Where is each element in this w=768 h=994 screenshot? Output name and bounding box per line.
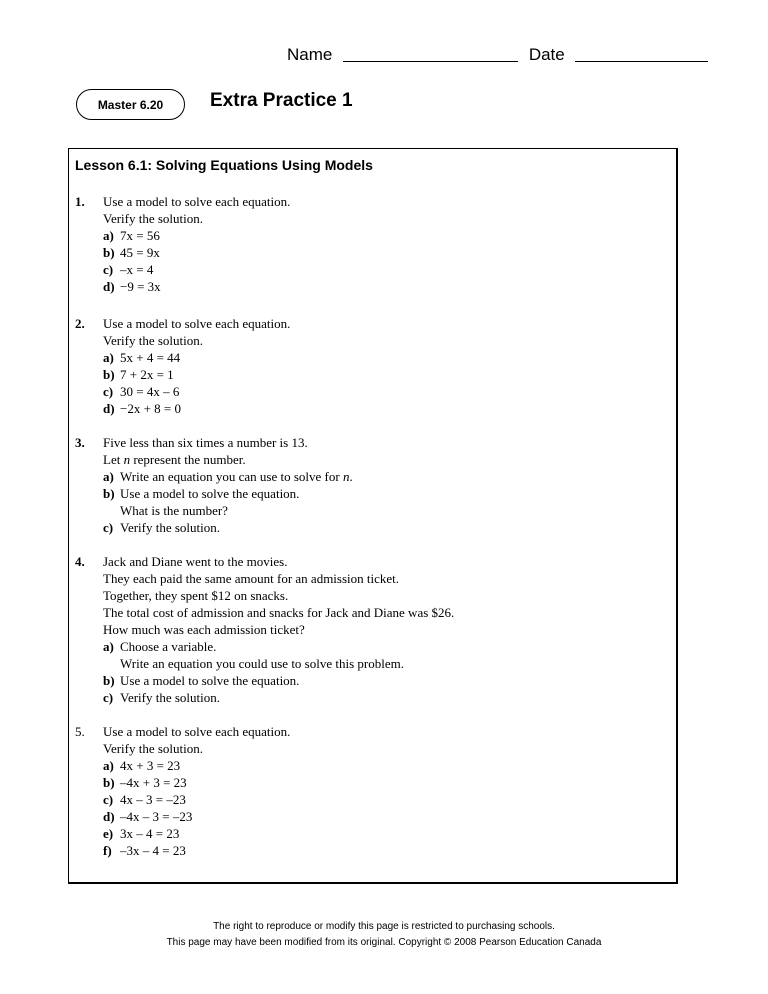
question-number: 4.	[75, 554, 85, 569]
question-part	[103, 791, 665, 808]
copyright-footer	[0, 919, 768, 951]
part-label: d)	[103, 401, 115, 416]
question-text-line: Verify the solution.	[103, 333, 204, 348]
part-text-line: −2x + 8 = 0	[120, 401, 181, 416]
question-number: 5.	[75, 724, 85, 739]
question-part	[103, 689, 665, 706]
part-label: e)	[103, 826, 114, 841]
footer-line-1: The right to reproduce or modify this page is restricted to purchasing schools.	[213, 921, 555, 932]
question-part	[103, 638, 665, 672]
question-part	[103, 519, 665, 536]
question-part	[103, 278, 665, 295]
part-label: b)	[103, 367, 115, 382]
part-text-line: Choose a variable.	[120, 639, 217, 654]
question-part	[103, 757, 665, 774]
question-text-line: Use a model to solve each equation.	[103, 194, 291, 209]
question-part	[103, 485, 665, 519]
part-text-line: 7 + 2x = 1	[120, 367, 174, 382]
question-part	[103, 808, 665, 825]
name-label: Name	[287, 45, 333, 64]
question-2	[75, 315, 665, 417]
part-text-line: –x = 4	[120, 262, 154, 277]
part-text-line: Write an equation you can use to solve for n.	[120, 469, 353, 484]
part-text-line: −9 = 3x	[120, 279, 161, 294]
part-label: a)	[103, 228, 114, 243]
question-number: 1.	[75, 194, 85, 209]
date-blank	[575, 47, 708, 62]
question-part	[103, 227, 665, 244]
part-label: a)	[103, 639, 114, 654]
name-blank	[343, 47, 518, 62]
part-label: c)	[103, 262, 114, 277]
part-label: a)	[103, 469, 114, 484]
question-number: 2.	[75, 316, 85, 331]
part-text-line: 3x – 4 = 23	[120, 826, 180, 841]
question-5	[75, 723, 665, 859]
part-text-line: 7x = 56	[120, 228, 160, 243]
question-part	[103, 366, 665, 383]
question-part	[103, 383, 665, 400]
part-label: a)	[103, 758, 114, 773]
lesson-box	[68, 148, 678, 884]
question-part	[103, 672, 665, 689]
part-text-line: Use a model to solve the equation.	[120, 486, 300, 501]
question-text-line: The total cost of admission and snacks for Jack and Diane was $26.	[103, 605, 455, 620]
page-title: Extra Practice 1	[210, 90, 353, 111]
question-part	[103, 825, 665, 842]
question-part	[103, 261, 665, 278]
part-label: a)	[103, 350, 114, 365]
question-1	[75, 193, 665, 295]
part-label: b)	[103, 245, 115, 260]
date-label: Date	[528, 45, 565, 64]
question-number: 3.	[75, 435, 85, 450]
question-part	[103, 244, 665, 261]
part-label: f)	[103, 843, 112, 858]
question-part	[103, 400, 665, 417]
part-text-line: Use a model to solve the equation.	[120, 673, 300, 688]
part-text-line: –3x – 4 = 23	[120, 843, 186, 858]
part-label: c)	[103, 384, 114, 399]
part-label: c)	[103, 792, 114, 807]
question-4	[75, 553, 665, 706]
name-date-row	[287, 45, 708, 65]
part-text-line: 5x + 4 = 44	[120, 350, 181, 365]
part-label: b)	[103, 673, 115, 688]
part-text-line: 4x – 3 = –23	[120, 792, 186, 807]
question-text-line: Use a model to solve each equation.	[103, 316, 291, 331]
lesson-title: Lesson 6.1: Solving Equations Using Models	[75, 157, 373, 173]
question-text-line: Together, they spent $12 on snacks.	[103, 588, 289, 603]
question-text-line: Use a model to solve each equation.	[103, 724, 291, 739]
question-text-line: How much was each admission ticket?	[103, 622, 305, 637]
part-text-line: –4x – 3 = –23	[120, 809, 193, 824]
question-text-line: Verify the solution.	[103, 741, 204, 756]
question-text-line: They each paid the same amount for an admission ticket.	[103, 571, 400, 586]
part-label: c)	[103, 690, 114, 705]
question-list	[75, 193, 665, 876]
part-text-line: Verify the solution.	[120, 690, 221, 705]
question-part	[103, 774, 665, 791]
part-text-line: What is the number?	[120, 503, 228, 518]
question-part	[103, 842, 665, 859]
question-part	[103, 468, 665, 485]
question-text-line: Let n represent the number.	[103, 452, 246, 467]
question-3	[75, 434, 665, 536]
part-label: d)	[103, 279, 115, 294]
part-label: b)	[103, 775, 115, 790]
part-text-line: 4x + 3 = 23	[120, 758, 181, 773]
part-text-line: –4x + 3 = 23	[120, 775, 187, 790]
question-text-line: Verify the solution.	[103, 211, 204, 226]
part-label: c)	[103, 520, 114, 535]
question-text-line: Five less than six times a number is 13.	[103, 435, 308, 450]
part-label: b)	[103, 486, 115, 501]
footer-line-2: This page may have been modified from its original. Copyright © 2008 Pearson Education Canada	[166, 937, 602, 948]
part-text-line: 30 = 4x – 6	[120, 384, 180, 399]
master-badge: Master 6.20	[76, 89, 185, 120]
part-text-line: Write an equation you could use to solve this problem.	[120, 656, 404, 671]
part-text-line: 45 = 9x	[120, 245, 160, 260]
part-text-line: Verify the solution.	[120, 520, 221, 535]
question-text-line: Jack and Diane went to the movies.	[103, 554, 288, 569]
question-part	[103, 349, 665, 366]
part-label: d)	[103, 809, 115, 824]
